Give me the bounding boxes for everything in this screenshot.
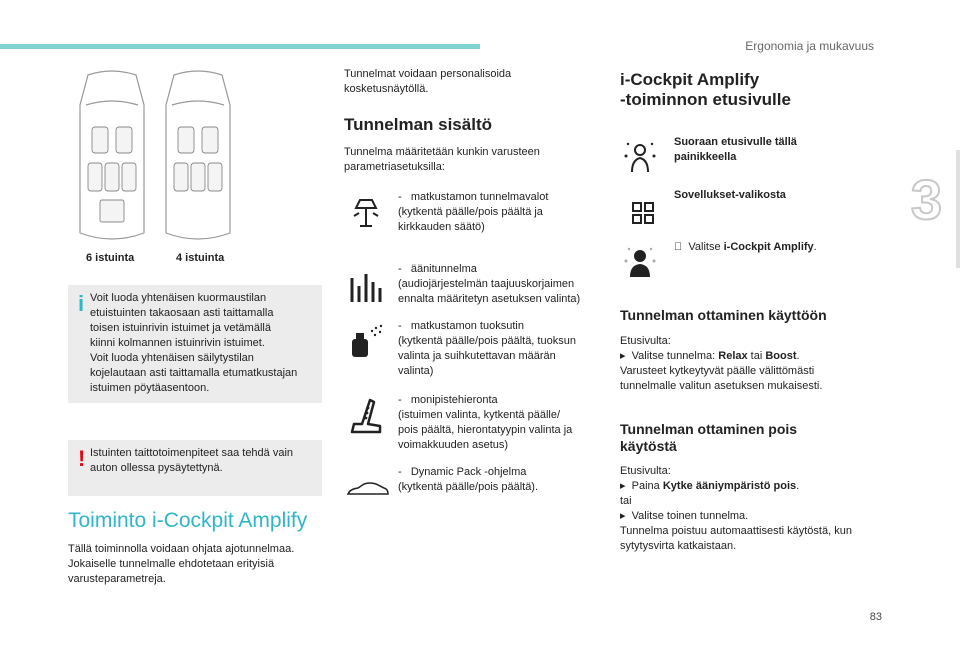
info-icon: i — [78, 291, 85, 316]
warning-icon: ! — [78, 446, 86, 471]
arrow-icon: ▸ — [620, 510, 626, 522]
enable-heading: Tunnelman ottaminen käyttöön — [620, 307, 827, 323]
col2-heading: Tunnelman sisältö — [344, 115, 492, 134]
seat-layout-diagram — [70, 65, 240, 250]
col3-heading: i-Cockpit Amplify -toiminnon etusivulle — [620, 70, 791, 109]
info-text: Voit luoda yhtenäisen kuormaustilan etuistuinten takaosaan asti taittamalla toisen istuinrivin istuimet ja vetämällä kiinni kolmannen istuinrivin istuimet. Voit luoda yhtenäisen säilytystilan kojelautaan asti taittamalla etumatkustajan istuimen pöytäasentoon. — [90, 292, 298, 394]
chapter-tab-edge — [956, 150, 960, 268]
page-number: 83 — [869, 611, 882, 623]
arrow-icon: ▸ — [620, 350, 626, 362]
disable-heading: Tunnelman ottaminen pois käytöstä — [620, 421, 798, 454]
info-box — [68, 285, 322, 403]
item-ambient-light: - matkustamon tunnelmavalot (kytkentä päälle/pois päältä ja kirkkauden säätö) — [398, 191, 549, 233]
warning-box — [68, 440, 322, 496]
apps-grid-icon — [631, 201, 655, 225]
car-profile-icon — [346, 480, 390, 500]
fragrance-diffuser-icon — [348, 323, 384, 359]
caption-4-seats: 4 istuinta — [176, 252, 225, 264]
amplify-button-icon — [622, 138, 658, 174]
option-direct-button: Suoraan etusivulle tällä painikkeella — [674, 136, 797, 163]
header-accent-bar — [0, 44, 480, 49]
option-apps-menu: Sovellukset-valikosta — [674, 189, 786, 201]
option-select-amplify: Valitse i-Cockpit Amplify. — [674, 241, 809, 253]
massage-seat-icon — [348, 398, 384, 434]
arrow-icon: ▸ — [620, 480, 626, 492]
item-dynamic-pack: - Dynamic Pack -ohjelma (kytkentä päälle/pois päältä). — [398, 466, 539, 493]
caption-6-seats: 6 istuinta — [86, 252, 135, 264]
disable-text: Etusivulta: ▸ Paina Kytke ääniympäristö pois. tai ▸ Valitse toinen tunnelma. Tunnelma poistuu automaattisesti käytöstä, kun sytytysvirta katkaistaan. — [620, 465, 852, 552]
item-sound: - äänitunnelma (audiojärjestelmän taajuuskorjaimen ennalta määritetyn asetuksen valinta) — [398, 263, 581, 305]
col2-top-text: Tunnelmat voidaan personalisoida kosketusnäytöllä. — [344, 68, 512, 95]
section-title: Ergonomia ja mukavuus — [745, 39, 874, 53]
amplify-profile-icon — [622, 243, 658, 279]
col1-heading: Toiminto i-Cockpit Amplify — [68, 509, 308, 532]
enable-text: Etusivulta: ▸ Valitse tunnelma: Relax tai Boost. Varusteet kytkeytyvät päälle välittömästi tunnelmalle valitun asetuksen mukaisesti. — [620, 335, 823, 392]
item-fragrance: - matkustamon tuoksutin (kytkentä päälle/pois päältä, tuoksun valinta ja suihkutettavan määrän valinta) — [398, 320, 576, 377]
item-massage: - monipistehieronta (istuimen valinta, kytkentä päälle/ pois päältä, hierontatyypin valinta ja voimakkuuden asetus) — [398, 394, 573, 451]
col1-intro: Tällä toiminnolla voidaan ohjata ajotunnelmaa. Jokaiselle tunnelmalle ehdotetaan erityisiä varusteparametreja. — [68, 543, 295, 585]
col2-intro: Tunnelma määritetään kunkin varusteen parametriasetuksilla: — [344, 146, 540, 173]
equalizer-icon — [348, 268, 384, 304]
chapter-number: 3 — [910, 168, 942, 231]
ambient-light-icon — [348, 196, 384, 232]
warning-text: Istuinten taittotoimenpiteet saa tehdä vain auton ollessa pysäytettynä. — [90, 447, 294, 474]
